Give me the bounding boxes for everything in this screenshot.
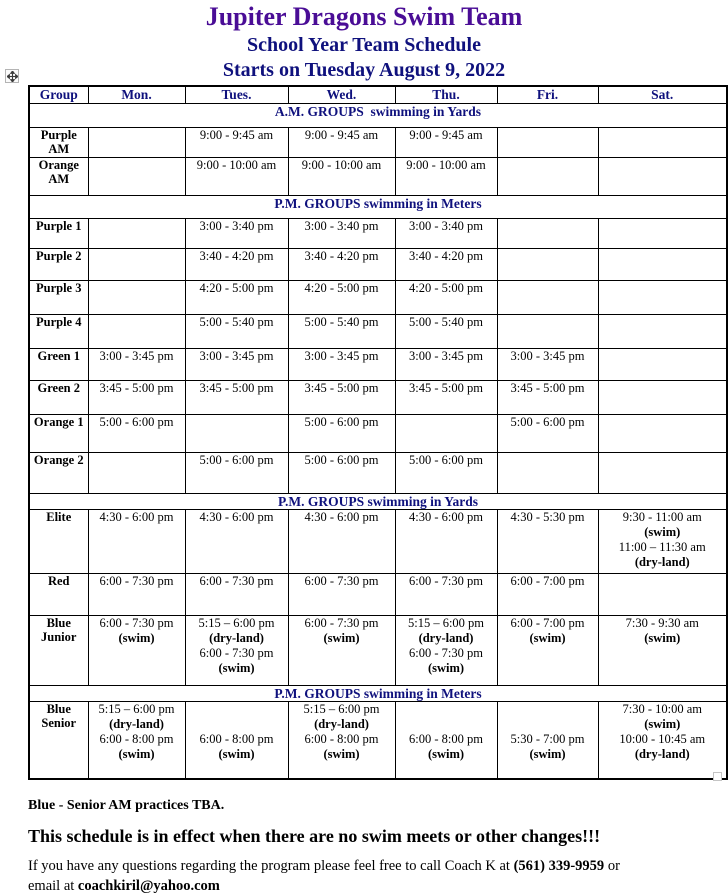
schedule-effect-note: This schedule is in effect when there are no swim meets or other changes!!! bbox=[28, 825, 601, 846]
contact-note bbox=[28, 856, 708, 894]
time-range-text: 6:00 - 7:30 pm bbox=[199, 646, 274, 660]
schedule-row bbox=[29, 574, 727, 616]
schedule-cell bbox=[185, 510, 288, 574]
activity-type-label: (swim) bbox=[218, 661, 255, 675]
schedule-cell bbox=[185, 453, 288, 494]
contact-highlight-text: coachkiril@yahoo.com bbox=[77, 877, 220, 894]
time-range-text: 3:00 - 3:40 pm bbox=[199, 219, 274, 233]
schedule-cell bbox=[185, 315, 288, 349]
section-band-title: A.M. GROUPS swimming in Yards bbox=[29, 104, 727, 128]
group-name-line: Green 2 bbox=[37, 381, 80, 395]
schedule-table bbox=[28, 85, 728, 780]
schedule-cell bbox=[88, 281, 185, 315]
schedule-cell bbox=[88, 219, 185, 249]
activity-type-label: (swim) bbox=[323, 631, 360, 645]
time-range-text: 5:15 – 6:00 pm bbox=[303, 702, 380, 716]
time-range-text: 5:00 - 5:40 pm bbox=[409, 315, 483, 329]
activity-type-label: (dry-land) bbox=[209, 631, 264, 645]
schedule-cell bbox=[185, 574, 288, 616]
section-band-row bbox=[29, 686, 727, 702]
group-name-line: Orange 2 bbox=[33, 453, 84, 467]
time-range-text: 5:15 – 6:00 pm bbox=[407, 616, 485, 630]
contact-text: or bbox=[604, 857, 620, 874]
start-date-line: Starts on Tuesday August 9, 2022 bbox=[222, 59, 506, 81]
activity-type-label: (dry-land) bbox=[109, 717, 164, 731]
schedule-cell bbox=[88, 415, 185, 453]
schedule-cell bbox=[88, 453, 185, 494]
schedule-cell bbox=[288, 349, 395, 381]
column-header-group: Group bbox=[29, 86, 88, 104]
column-header-tues: Tues. bbox=[185, 86, 288, 104]
time-range-text: 9:00 - 10:00 am bbox=[301, 158, 382, 172]
activity-type-label: (dry-land) bbox=[634, 555, 690, 569]
time-range-text: 3:45 - 5:00 pm bbox=[199, 381, 274, 395]
time-range-text: 6:00 - 7:30 pm bbox=[304, 616, 379, 630]
schedule-cell bbox=[88, 315, 185, 349]
schedule-cell bbox=[185, 702, 288, 779]
group-name-cell bbox=[29, 281, 88, 315]
schedule-cell bbox=[88, 574, 185, 616]
time-range-text: 4:30 - 5:30 pm bbox=[510, 510, 585, 524]
schedule-cell bbox=[598, 381, 727, 415]
schedule-row bbox=[29, 510, 727, 574]
time-range-text: 6:00 - 8:00 pm bbox=[409, 732, 483, 746]
time-range-text: 3:00 - 3:40 pm bbox=[409, 219, 483, 233]
schedule-cell bbox=[395, 381, 497, 415]
schedule-row bbox=[29, 315, 727, 349]
activity-type-label: (dry-land) bbox=[634, 747, 690, 761]
schedule-cell bbox=[598, 315, 727, 349]
time-range-text: 6:00 - 7:30 pm bbox=[99, 616, 174, 630]
time-range-text: 6:00 - 7:00 pm bbox=[510, 574, 585, 588]
time-range-text: 4:30 - 6:00 pm bbox=[409, 510, 483, 524]
time-range-text: 5:00 - 6:00 pm bbox=[199, 453, 274, 467]
schedule-cell bbox=[598, 453, 727, 494]
schedule-cell bbox=[185, 249, 288, 281]
schedule-cell bbox=[598, 128, 727, 158]
schedule-row bbox=[29, 702, 727, 779]
time-range-text bbox=[498, 702, 598, 717]
schedule-row bbox=[29, 158, 727, 196]
schedule-cell bbox=[497, 415, 598, 453]
schedule-cell bbox=[288, 249, 395, 281]
time-range-text: 6:00 - 7:30 pm bbox=[199, 574, 274, 588]
activity-type-label: (dry-land) bbox=[418, 631, 474, 645]
group-name-line: Junior bbox=[41, 630, 77, 644]
time-range-text: 6:00 - 8:00 pm bbox=[304, 732, 379, 746]
activity-type-label: (swim) bbox=[529, 747, 566, 761]
schedule-cell bbox=[288, 510, 395, 574]
contact-text: If you have any questions regarding the program please feel free to call Coach K at bbox=[28, 857, 514, 874]
schedule-cell bbox=[288, 453, 395, 494]
time-range-text: 3:40 - 4:20 pm bbox=[304, 249, 379, 263]
time-range-text: 6:00 - 8:00 pm bbox=[99, 732, 174, 746]
group-name-cell bbox=[29, 158, 88, 196]
activity-type-label: (swim) bbox=[529, 631, 566, 645]
schedule-cell bbox=[395, 574, 497, 616]
time-range-text: 5:00 - 6:00 pm bbox=[304, 453, 379, 467]
column-header-fri: Fri. bbox=[497, 86, 598, 104]
activity-type-label: (swim) bbox=[644, 717, 681, 731]
schedule-cell bbox=[185, 349, 288, 381]
schedule-cell bbox=[598, 510, 727, 574]
time-range-text: 9:00 - 9:45 am bbox=[409, 128, 483, 142]
group-name-line: Purple 2 bbox=[36, 249, 82, 263]
schedule-cell bbox=[395, 349, 497, 381]
schedule-cell bbox=[88, 128, 185, 158]
time-range-text: 3:40 - 4:20 pm bbox=[409, 249, 483, 263]
footer bbox=[28, 797, 708, 894]
group-name-cell bbox=[29, 128, 88, 158]
time-range-text: 6:00 - 7:30 pm bbox=[304, 574, 379, 588]
schedule-cell bbox=[598, 574, 727, 616]
time-range-text: 3:40 - 4:20 pm bbox=[199, 249, 274, 263]
time-range-text: 6:00 - 7:30 pm bbox=[409, 574, 483, 588]
activity-type-label: (swim) bbox=[427, 661, 465, 675]
schedule-cell bbox=[497, 381, 598, 415]
section-band-row bbox=[29, 494, 727, 510]
page-subtitle: School Year Team Schedule bbox=[247, 34, 481, 56]
section-band-title: P.M. GROUPS swimming in Yards bbox=[29, 494, 727, 510]
schedule-cell bbox=[598, 219, 727, 249]
time-range-text: 5:00 - 6:00 pm bbox=[99, 415, 174, 429]
schedule-cell bbox=[497, 315, 598, 349]
schedule-cell bbox=[598, 616, 727, 686]
time-range-text: 9:30 - 11:00 am bbox=[622, 510, 702, 524]
group-name-line: Purple bbox=[40, 128, 77, 142]
group-name-line: Blue bbox=[46, 702, 71, 716]
schedule-cell bbox=[395, 158, 497, 196]
group-name-cell bbox=[29, 574, 88, 616]
column-header-mon: Mon. bbox=[88, 86, 185, 104]
schedule-cell bbox=[88, 510, 185, 574]
activity-type-label: (swim) bbox=[644, 525, 681, 539]
schedule-cell bbox=[598, 349, 727, 381]
schedule-cell bbox=[395, 281, 497, 315]
schedule-cell bbox=[288, 415, 395, 453]
schedule-cell bbox=[598, 249, 727, 281]
time-range-text: 4:20 - 5:00 pm bbox=[409, 281, 483, 295]
schedule-cell bbox=[88, 158, 185, 196]
time-range-text: 3:00 - 3:45 pm bbox=[510, 349, 585, 363]
schedule-cell bbox=[395, 453, 497, 494]
schedule-cell bbox=[395, 616, 497, 686]
time-range-text bbox=[186, 702, 288, 717]
time-range-text: 5:00 - 6:00 pm bbox=[409, 453, 483, 467]
group-name-cell bbox=[29, 616, 88, 686]
time-range-text: 6:00 - 8:00 pm bbox=[199, 732, 274, 746]
schedule-cell bbox=[185, 281, 288, 315]
time-range-text: 5:00 - 5:40 pm bbox=[304, 315, 379, 329]
table-move-cross-icon[interactable] bbox=[5, 69, 19, 83]
schedule-row bbox=[29, 349, 727, 381]
time-range-text: 4:30 - 6:00 pm bbox=[199, 510, 274, 524]
schedule-cell bbox=[497, 702, 598, 779]
activity-type-label: (dry-land) bbox=[314, 717, 369, 731]
schedule-cell bbox=[288, 702, 395, 779]
time-range-text: 5:00 - 6:00 pm bbox=[510, 415, 585, 429]
group-name-line: Purple 4 bbox=[36, 315, 82, 329]
group-name-line: AM bbox=[48, 172, 70, 186]
column-header-wed: Wed. bbox=[288, 86, 395, 104]
time-range-text: 3:45 - 5:00 pm bbox=[409, 381, 483, 395]
activity-type-label: (swim) bbox=[644, 631, 681, 645]
group-name-cell bbox=[29, 453, 88, 494]
time-range-text: 3:00 - 3:45 pm bbox=[304, 349, 379, 363]
tba-note: Blue - Senior AM practices TBA. bbox=[28, 797, 225, 813]
contact-highlight-text: (561) 339-9959 bbox=[513, 857, 605, 874]
group-name-cell bbox=[29, 510, 88, 574]
time-range-text bbox=[396, 717, 497, 732]
schedule-cell bbox=[497, 219, 598, 249]
time-range-text: 9:00 - 10:00 am bbox=[196, 158, 277, 172]
group-name-line: Orange 1 bbox=[33, 415, 84, 429]
schedule-cell bbox=[395, 128, 497, 158]
group-name-line: AM bbox=[48, 142, 70, 156]
group-name-line: Purple 1 bbox=[36, 219, 82, 233]
schedule-cell bbox=[185, 158, 288, 196]
column-header-thu: Thu. bbox=[395, 86, 497, 104]
section-band-row bbox=[29, 196, 727, 219]
schedule-cell bbox=[497, 249, 598, 281]
schedule-cell bbox=[598, 702, 727, 779]
page-title: Jupiter Dragons Swim Team bbox=[205, 2, 523, 31]
schedule-cell bbox=[497, 128, 598, 158]
time-range-text: 5:00 - 5:40 pm bbox=[199, 315, 274, 329]
time-range-text: 5:15 – 6:00 pm bbox=[198, 616, 275, 630]
time-range-text: 4:30 - 6:00 pm bbox=[304, 510, 379, 524]
contact-text: email at bbox=[28, 877, 78, 894]
table-resize-square-icon[interactable] bbox=[713, 772, 722, 781]
group-name-line: Purple 3 bbox=[36, 281, 82, 295]
schedule-cell bbox=[497, 349, 598, 381]
schedule-cell bbox=[185, 616, 288, 686]
group-name-cell bbox=[29, 249, 88, 281]
schedule-cell bbox=[185, 128, 288, 158]
schedule-cell bbox=[288, 219, 395, 249]
group-name-line: Green 1 bbox=[37, 349, 80, 363]
schedule-cell bbox=[288, 574, 395, 616]
schedule-cell bbox=[288, 128, 395, 158]
time-range-text: 4:20 - 5:00 pm bbox=[304, 281, 379, 295]
schedule-cell bbox=[497, 453, 598, 494]
schedule-cell bbox=[497, 510, 598, 574]
group-name-line: Elite bbox=[46, 510, 72, 524]
schedule-cell bbox=[185, 381, 288, 415]
schedule-cell bbox=[395, 510, 497, 574]
schedule-cell bbox=[598, 281, 727, 315]
schedule-cell bbox=[185, 415, 288, 453]
activity-type-label: (swim) bbox=[118, 631, 155, 645]
schedule-cell bbox=[288, 158, 395, 196]
time-range-text bbox=[396, 702, 497, 717]
schedule-cell bbox=[185, 219, 288, 249]
schedule-cell bbox=[288, 616, 395, 686]
schedule-cell bbox=[88, 616, 185, 686]
time-range-text bbox=[498, 717, 598, 732]
group-name-line: Orange bbox=[38, 158, 79, 172]
activity-type-label: (swim) bbox=[118, 747, 155, 761]
schedule-row bbox=[29, 249, 727, 281]
schedule-row bbox=[29, 281, 727, 315]
schedule-cell bbox=[88, 249, 185, 281]
group-name-line: Red bbox=[47, 574, 70, 588]
schedule-cell bbox=[88, 381, 185, 415]
time-range-text: 3:00 - 3:40 pm bbox=[304, 219, 379, 233]
schedule-row bbox=[29, 128, 727, 158]
schedule-row bbox=[29, 381, 727, 415]
schedule-body bbox=[29, 104, 727, 779]
group-name-line: Blue bbox=[46, 616, 71, 630]
schedule-cell bbox=[288, 281, 395, 315]
column-header-row bbox=[29, 86, 727, 104]
section-band-title: P.M. GROUPS swimming in Meters bbox=[29, 196, 727, 219]
time-range-text bbox=[186, 717, 288, 732]
time-range-text: 3:00 - 3:45 pm bbox=[99, 349, 174, 363]
schedule-head bbox=[29, 86, 727, 104]
schedule-cell bbox=[497, 281, 598, 315]
time-range-text: 3:45 - 5:00 pm bbox=[510, 381, 585, 395]
schedule-cell bbox=[395, 315, 497, 349]
schedule-row bbox=[29, 219, 727, 249]
time-range-text: 5:30 - 7:00 pm bbox=[510, 732, 585, 746]
time-range-text: 7:30 - 9:30 am bbox=[625, 616, 699, 630]
time-range-text: 6:00 - 7:00 pm bbox=[510, 616, 585, 630]
column-header-sat: Sat. bbox=[598, 86, 727, 104]
activity-type-label: (swim) bbox=[323, 747, 360, 761]
schedule-cell bbox=[288, 381, 395, 415]
time-range-text: 9:00 - 9:45 am bbox=[199, 128, 274, 142]
section-band-row bbox=[29, 104, 727, 128]
schedule-cell bbox=[395, 249, 497, 281]
time-range-text: 9:00 - 9:45 am bbox=[304, 128, 379, 142]
schedule-row bbox=[29, 415, 727, 453]
schedule-cell bbox=[598, 158, 727, 196]
time-range-text: 3:00 - 3:45 pm bbox=[199, 349, 274, 363]
schedule-cell bbox=[88, 349, 185, 381]
time-range-text: 3:45 - 5:00 pm bbox=[99, 381, 174, 395]
time-range-text: 9:00 - 10:00 am bbox=[406, 158, 486, 172]
time-range-text: 7:30 - 10:00 am bbox=[622, 702, 702, 716]
time-range-text: 3:45 - 5:00 pm bbox=[304, 381, 379, 395]
group-name-cell bbox=[29, 702, 88, 779]
schedule-cell bbox=[395, 702, 497, 779]
time-range-text: 3:00 - 3:45 pm bbox=[409, 349, 483, 363]
time-range-text: 4:30 - 6:00 pm bbox=[99, 510, 174, 524]
schedule-cell bbox=[395, 415, 497, 453]
group-name-cell bbox=[29, 415, 88, 453]
time-range-text: 6:00 - 7:30 pm bbox=[409, 646, 483, 660]
group-name-cell bbox=[29, 349, 88, 381]
schedule-cell bbox=[497, 574, 598, 616]
time-range-text: 5:15 – 6:00 pm bbox=[98, 702, 175, 716]
schedule-cell bbox=[288, 315, 395, 349]
activity-type-label: (swim) bbox=[427, 747, 465, 761]
group-name-line: Senior bbox=[41, 716, 77, 730]
group-name-cell bbox=[29, 219, 88, 249]
schedule-cell bbox=[497, 616, 598, 686]
time-range-text: 11:00 – 11:30 am bbox=[618, 540, 706, 554]
schedule-cell bbox=[598, 415, 727, 453]
schedule-cell bbox=[395, 219, 497, 249]
schedule-row bbox=[29, 616, 727, 686]
schedule-cell bbox=[88, 702, 185, 779]
group-name-cell bbox=[29, 381, 88, 415]
group-name-cell bbox=[29, 315, 88, 349]
time-range-text: 6:00 - 7:30 pm bbox=[99, 574, 174, 588]
move-arrows-glyph bbox=[7, 71, 18, 82]
time-range-text: 5:00 - 6:00 pm bbox=[304, 415, 379, 429]
activity-type-label: (swim) bbox=[218, 747, 255, 761]
time-range-text: 4:20 - 5:00 pm bbox=[199, 281, 274, 295]
schedule-cell bbox=[497, 158, 598, 196]
section-band-title: P.M. GROUPS swimming in Meters bbox=[29, 686, 727, 702]
time-range-text: 10:00 - 10:45 am bbox=[619, 732, 706, 746]
schedule-row bbox=[29, 453, 727, 494]
